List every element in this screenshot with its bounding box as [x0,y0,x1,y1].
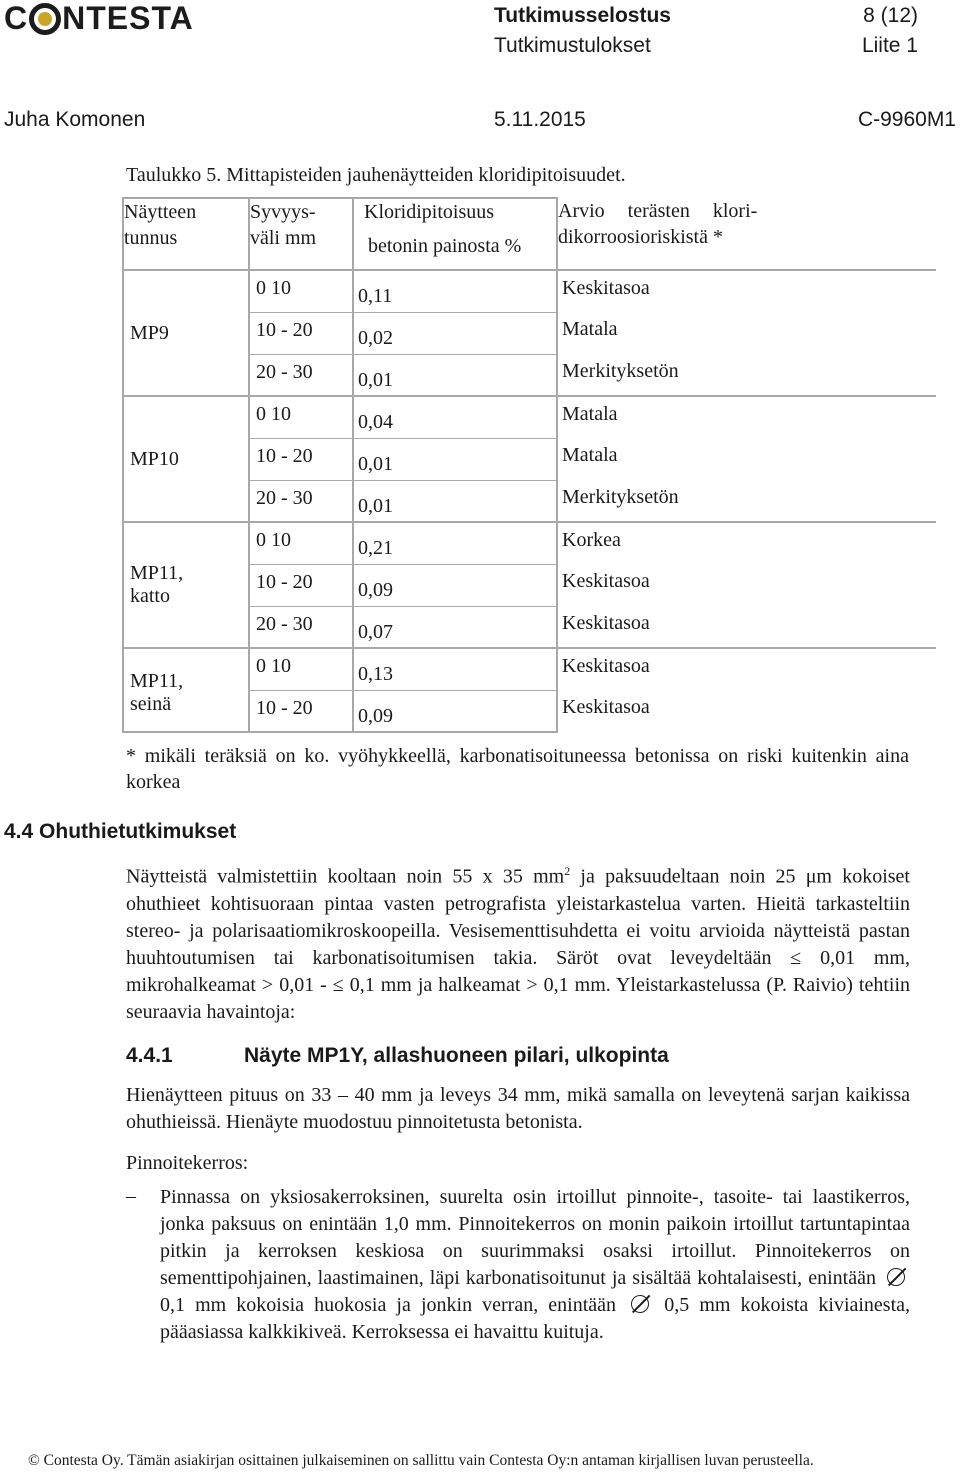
risk-cell: Keskitasoa [562,570,650,592]
table-caption: Taulukko 5. Mittapisteiden jauhenäytteiden kloridipitoisuudet. [126,164,626,186]
depth-cell: 0 10 [249,396,353,438]
header-risk: Arvio terästen klori- dikorroosioriskistä * [558,200,758,248]
risk-cell: Matala [557,396,936,438]
depth-cell: 10 - 20 [249,312,353,354]
chloride-value-cell: 0,09 [353,564,557,606]
depth-cell: 0 10 [249,522,353,564]
table-footnote: * mikäli teräksiä on ko. vyöhykkeellä, karbonatisoituneessa betonissa on riski kuitenkin aina korkea [126,745,909,793]
coating-label: Pinnoitekerros: [126,1152,249,1174]
chloride-table [122,197,936,733]
depth-cell: 10 - 20 [249,438,353,480]
table-row [123,522,936,564]
appendix-label: Liite 1 [861,34,918,57]
sample-id-cell: MP11, seinä [123,648,249,732]
page-footer: © Contesta Oy. Tämän asiakirjan osittainen julkaiseminen on sallittu vain Contesta Oy:n antaman kirjallisen luvan perusteella. [28,1452,814,1469]
logo-ring-icon [29,3,61,35]
report-date: 5.11.2015 [494,108,586,131]
risk-cell: Matala [562,318,618,340]
depth-cell: 20 - 30 [249,480,353,522]
sample-id-cell: MP11, katto [123,522,249,648]
report-reference: C-9960M1 [857,108,956,131]
chloride-value-cell: 0,11 [353,270,557,312]
depth-cell: 10 - 20 [249,690,353,732]
risk-cell: Merkityksetön [562,360,679,382]
sample-id-cell: MP9 [123,270,249,396]
risk-cell: Keskitasoa [562,696,650,718]
risk-cell: Merkityksetön [562,486,679,508]
table-row [123,648,936,690]
depth-cell: 10 - 20 [249,564,353,606]
page-number: 8 (12) [863,4,918,27]
coating-description: Pinnassa on yksiosakerroksinen, suurelta osin irtoillut pinnoite-, tasoite- tai laastikerros, jonka paksuus on enintään 1,0 mm. Pinnoitekerros on monin paikoin irtoillut tartuntapintaa pitkin ja kerroksen keskiosa on suurimmaksi osaksi irtoillut. Pinnoitekerros on sementtipohjainen, laastimainen, läpi karbonatisoitunut ja sisältää kohtalaisesti, enintään 0,1 mm kokoisia huokosia ja jonkin verran, enintään 0,5 mm kokoista kiviainesta, pääasiassa kalkkikiveä. Kerroksessa ei havaittu kuituja. [160,1186,911,1343]
report-subtitle: Tutkimustulokset [494,34,651,57]
diameter-icon [886,1267,906,1287]
table-header-row [123,198,936,270]
risk-cell: Keskitasoa [557,648,936,690]
chloride-value-cell: 0,09 [353,690,557,732]
chloride-value-cell: 0,02 [353,312,557,354]
header-depth: Syvyys- väli mm [249,198,353,270]
header-sample-id: Näytteen tunnus [123,198,249,270]
depth-cell: 20 - 30 [249,606,353,648]
chloride-value-cell: 0,21 [353,522,557,564]
subsection-heading: 4.4.1 Näyte MP1Y, allashuoneen pilari, ulkopinta [126,1044,669,1067]
subsection-paragraph: Hienäytteen pituus on 33 – 40 mm ja leveys 34 mm, mikä samalla on leveytenä sarjan kaikissa ohuthieissä. Hienäyte muodostuu pinnoitetusta betonista. [126,1084,910,1133]
depth-cell: 0 10 [249,270,353,312]
report-title: Tutkimusselostus [494,4,671,27]
section-heading: 4.4 Ohuthietutkimukset [4,820,237,843]
chloride-value-cell: 0,13 [353,648,557,690]
chloride-value-cell: 0,01 [353,354,557,396]
sample-id-cell: MP10 [123,396,249,522]
risk-cell: Keskitasoa [562,612,650,634]
table-body [123,270,936,732]
table-row [123,270,936,312]
chloride-value-cell: 0,04 [353,396,557,438]
table-row [123,396,936,438]
risk-cell: Keskitasoa [557,270,936,312]
chloride-value-cell: 0,07 [353,606,557,648]
risk-cell: Korkea [557,522,936,564]
section-paragraph: Näytteistä valmistettiin kooltaan noin 55 x 35 $mm^2$ ja paksuudeltaan noin 25 μm kokoiset ohuthieet kohtisuoraan pintaa vasten petrografista yleistarkastelua varten. Hieitä tarkasteltiin stereo- ja polarisaatiomikroskoopeilla. Vesisementtisuhdetta ei voitu arvioida näytteistä pastan huuhtoutumisen tai karbonatisoitumisen takia. Säröt ovat leveydeltään ≤ 0,01 mm, mikrohalkeamat > 0,01 - ≤ 0,1 mm ja halkeamat > 0,1 mm. Yleistarkastelussa (P. Raivio) tehtiin seuraavia havaintoja: [126,864,910,1023]
contesta-logo: C NTESTA [4,0,194,36]
depth-cell: 0 10 [249,648,353,690]
chloride-value-cell: 0,01 [353,480,557,522]
diameter-icon [630,1294,650,1314]
chloride-value-cell: 0,01 [353,438,557,480]
author: Juha Komonen [4,108,146,131]
risk-cell: Matala [562,444,618,466]
depth-cell: 20 - 30 [249,354,353,396]
list-dash: – [126,1185,136,1207]
header-chloride: Kloridipitoisuus betonin painosta % [353,198,557,270]
